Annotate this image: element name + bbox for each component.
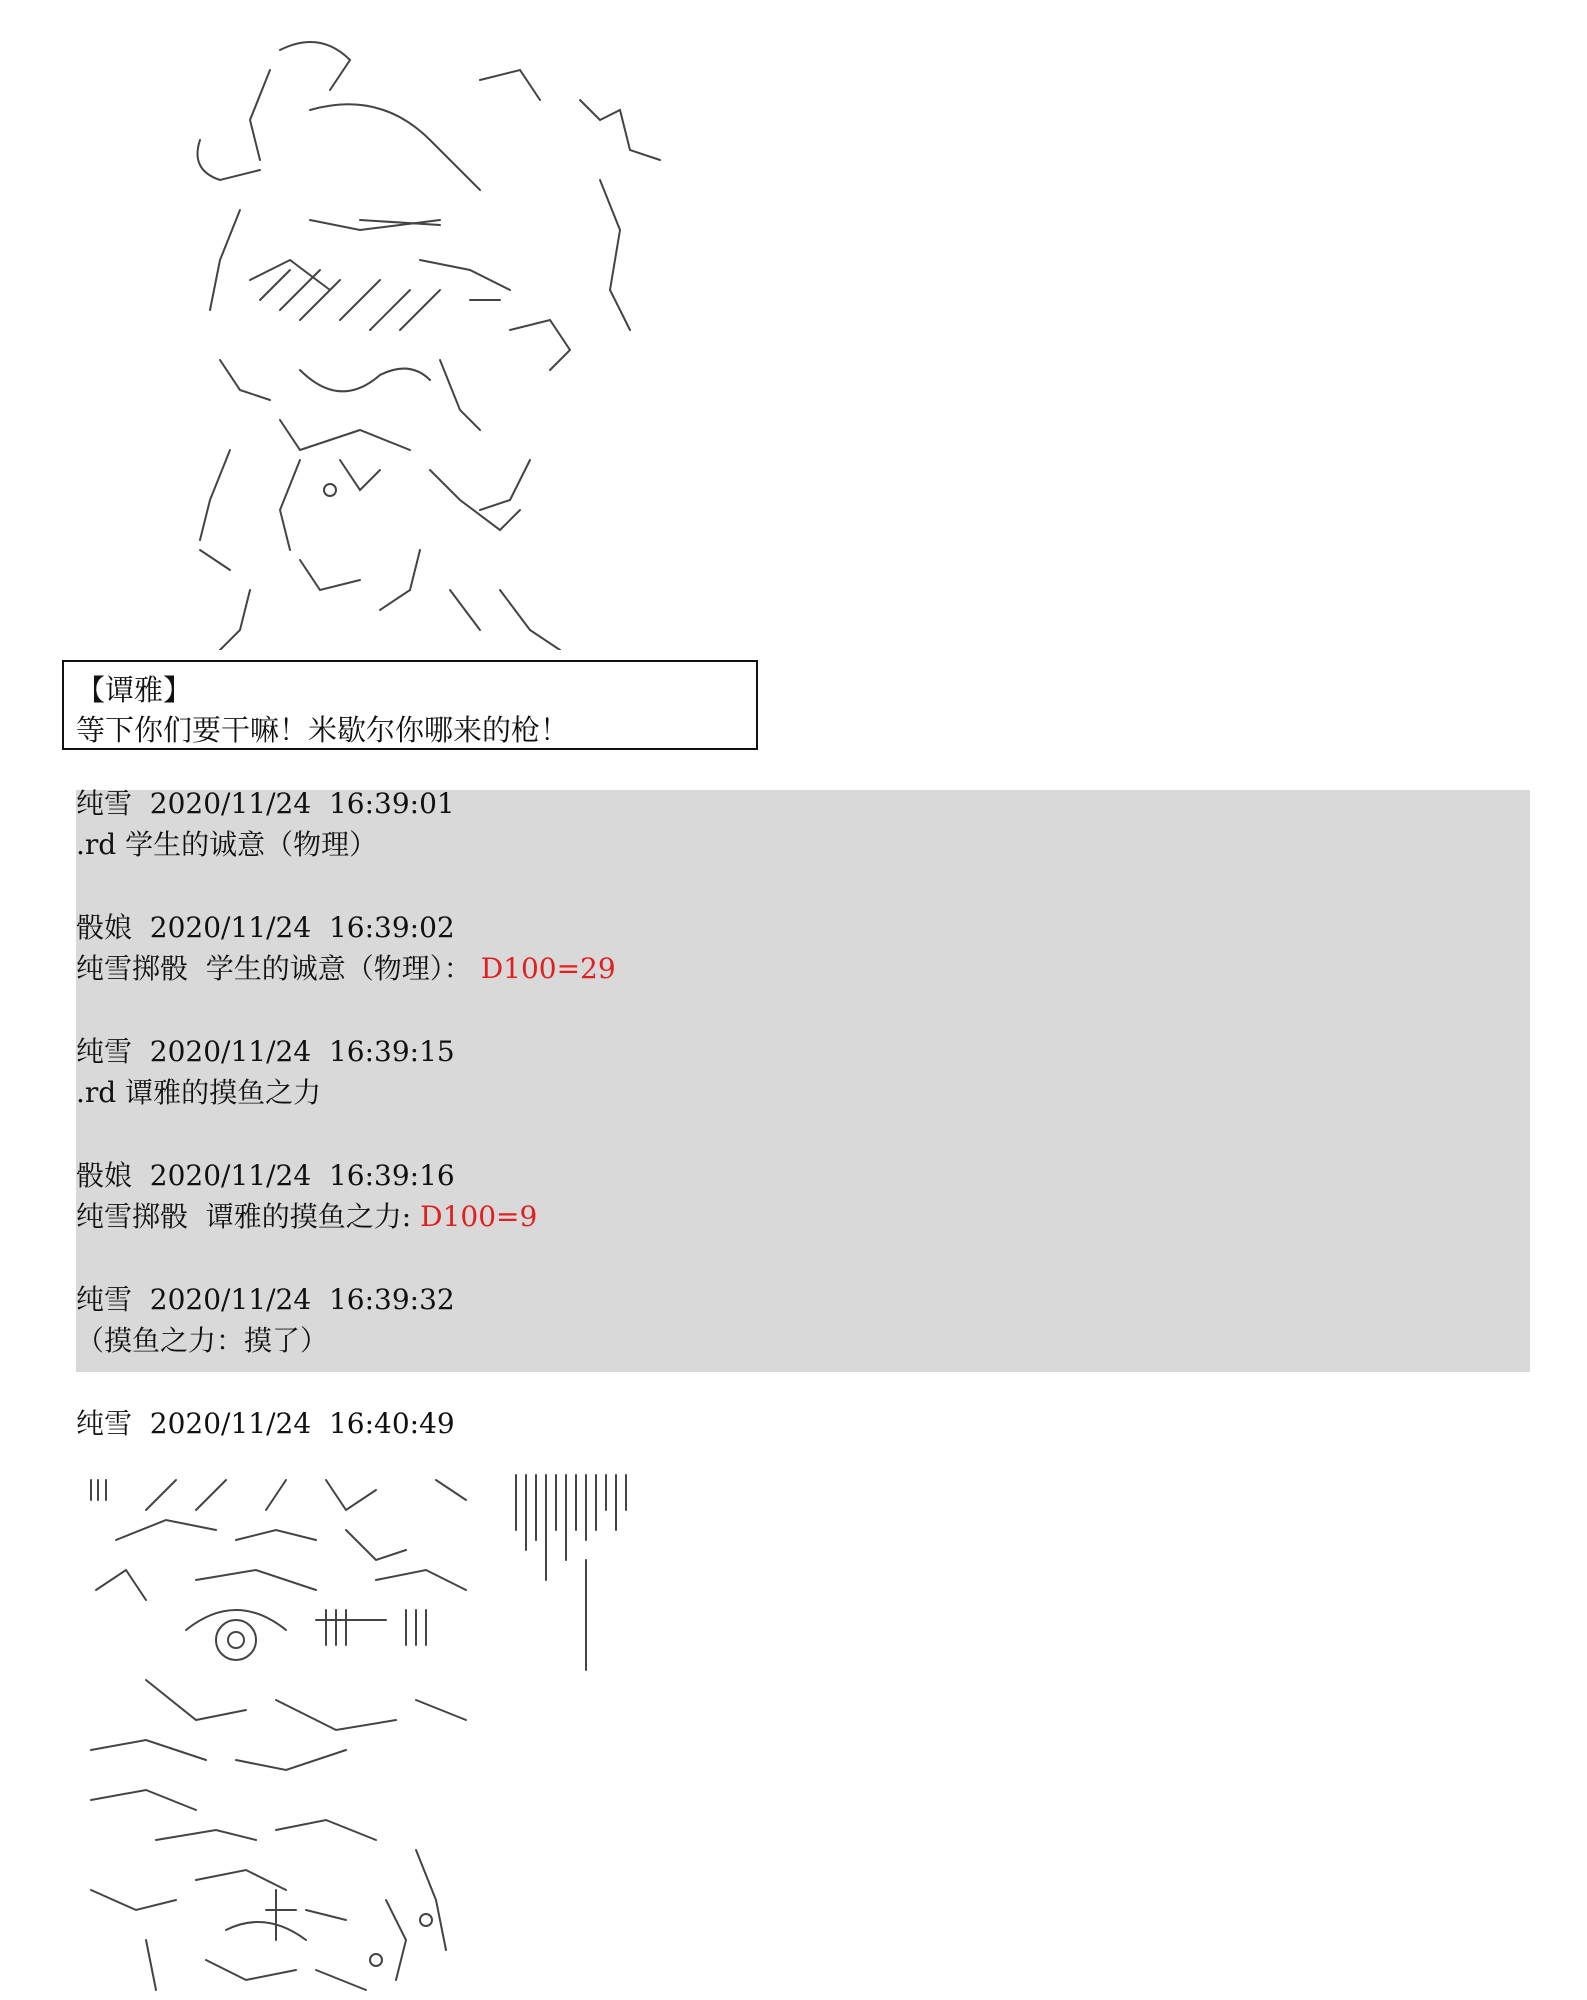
speaker-name: 【谭雅】 xyxy=(76,673,193,707)
log-header-5: 纯雪 2020/11/24 16:39:32 xyxy=(76,1283,455,1316)
speech-text: 等下你们要干嘛！米歇尔你哪来的枪！ xyxy=(76,713,570,747)
ascii-art-bottom xyxy=(86,1470,666,2000)
log-body-1: .rd 学生的诚意（物理） xyxy=(76,828,378,861)
log-body-5: （摸鱼之力：摸了） xyxy=(76,1324,329,1357)
dice-result: D100=29 xyxy=(480,952,616,985)
log-body-2: 纯雪掷骰 学生的诚意（物理）： D100=29 xyxy=(76,952,616,985)
ascii-art-top xyxy=(180,30,700,650)
log-header-4: 骰娘 2020/11/24 16:39:16 xyxy=(76,1159,455,1192)
log-body-4: 纯雪掷骰 谭雅的摸鱼之力: D100=9 xyxy=(76,1200,538,1233)
speech-box xyxy=(62,660,758,750)
log-body-3: .rd 谭雅的摸鱼之力 xyxy=(76,1076,322,1109)
log-header-2: 骰娘 2020/11/24 16:39:02 xyxy=(76,911,455,944)
post-header: 纯雪 2020/11/24 16:40:49 xyxy=(76,1407,455,1440)
log-header-3: 纯雪 2020/11/24 16:39:15 xyxy=(76,1035,455,1068)
log-header-1: 纯雪 2020/11/24 16:39:01 xyxy=(76,787,455,820)
dice-result: D100=9 xyxy=(420,1200,538,1233)
